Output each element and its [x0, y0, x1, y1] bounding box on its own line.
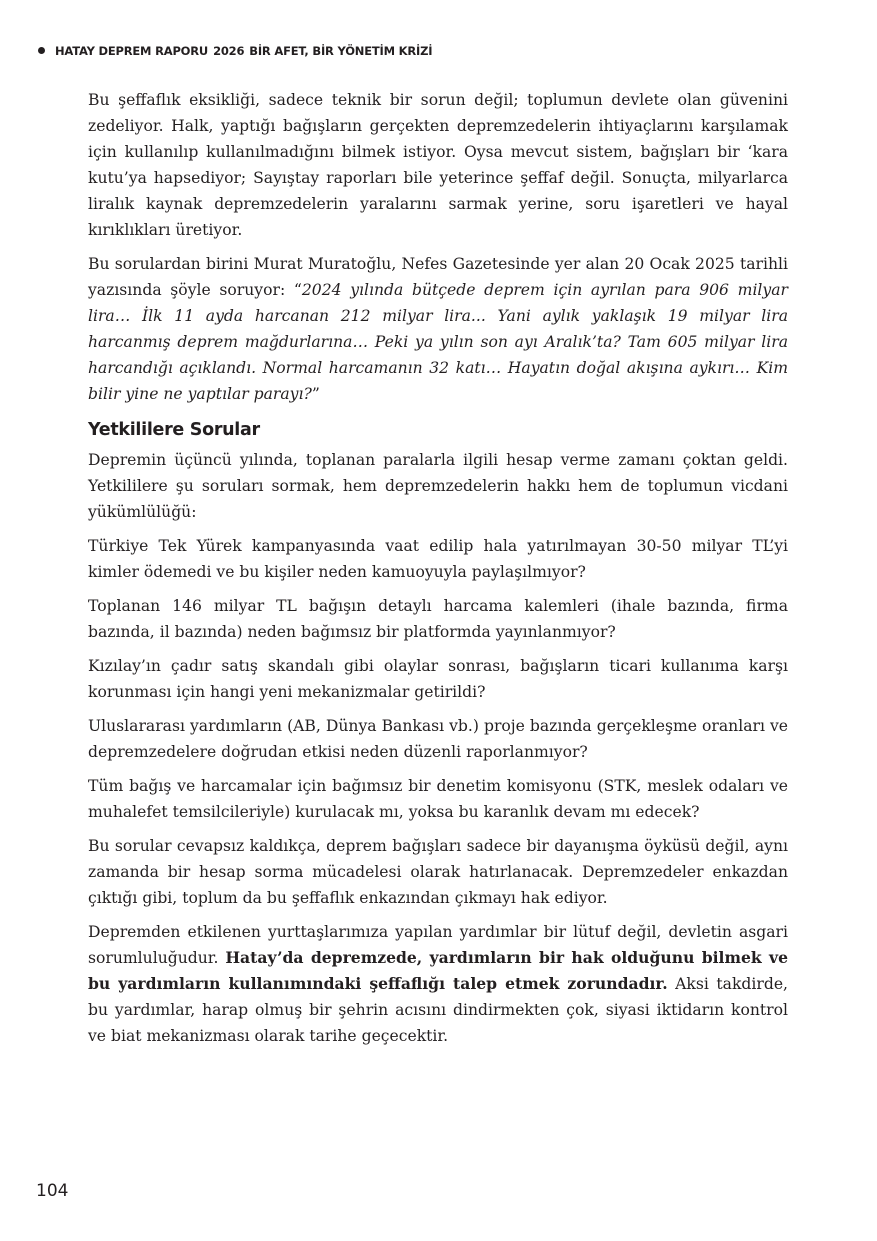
paragraph-quote [88, 251, 788, 407]
quote-text: 2024 yılında bütçede deprem için ayrılan para 906 milyar lira… İlk 11 ayda harcanan 212 milyar lira... Yani aylık yaklaşık 19 milyar lira harcanmış deprem mağdurlarına… Peki ya yılın son ayı Aralık’ta? Tam 605 milyar lira harcandığı açıklandı. Normal harcamanın 32 katı… Hayatın doğal akışına aykırı… Kim bilir yine ne yaptılar parayı? [88, 281, 788, 403]
question-item: Uluslararası yardımların (AB, Dünya Bankası vb.) proje bazında gerçekleşme oranları ve depremzedelere doğrudan etkisi neden düzenli raporlanmıyor? [88, 717, 788, 761]
conclusion-start: Depremden etkilenen yurttaşlarımıza yapılan yardımlar bir lütuf değil, devletin asgari sorumluluğudur. [88, 923, 788, 967]
question-item: Türkiye Tek Yürek kampanyasında vaat edilip hala yatırılmayan 30-50 milyar TL’yi kimler ödemedi ve bu kişiler neden kamuoyuyla paylaşılmıyor? [88, 537, 788, 581]
conclusion-bold: Hatay’da depremzede, yardımların bir hak olduğunu bilmek ve bu yardımların kullanımındaki şeffaflığı talep etmek zorundadır. [88, 948, 788, 993]
question-item: Tüm bağış ve harcamalar için bağımsız bir denetim komisyonu (STK, meslek odaları ve muhalefet temsilcileriyle) kurulacak mı, yoksa bu karanlık devam mı edecek? [88, 777, 788, 821]
paragraph-accountability: Bu sorular cevapsız kaldıkça, deprem bağışları sadece bir dayanışma öyküsü değil, aynı zamanda bir hesap sorma mücadelesi olarak hatırlanacak. Depremzedeler enkazdan çıktığı gibi, toplum da bu şeffaflık enkazından çıkmayı hak ediyor. [88, 837, 788, 907]
body-text [88, 87, 788, 1057]
section-heading: Yetkililere Sorular [88, 420, 260, 440]
quote-close: ” [311, 385, 320, 403]
question-item: Kızılay’ın çadır satış skandalı gibi olaylar sonrası, bağışların ticari kullanıma karşı korunması için hangi yeni mekanizmalar getirildi? [88, 657, 788, 701]
header-year: 2026 [213, 44, 245, 58]
running-header [38, 44, 432, 58]
paragraph-conclusion [88, 919, 788, 1049]
question-item: Toplanan 146 milyar TL bağışın detaylı harcama kalemleri (ihale bazında, firma bazında, il bazında) neden bağımsız bir platformda yayınlanmıyor? [88, 597, 788, 641]
paragraph-questions-intro: Depremin üçüncü yılında, toplanan paralarla ilgili hesap verme zamanı çoktan geldi. Yetkililere şu soruları sormak, hem depremzedelerin hakkı hem de toplumun vicdani yükümlülüğü: [88, 451, 788, 521]
header-subtitle: BİR AFET, BİR YÖNETİM KRİZİ [249, 44, 433, 58]
header-report-title: HATAY DEPREM RAPORU [55, 44, 209, 58]
paragraph-transparency: Bu şeffaflık eksikliği, sadece teknik bir sorun değil; toplumun devlete olan güvenini zedeliyor. Halk, yaptığı bağışların gerçekten depremzedelerin ihtiyaçlarını karşılamak için kullanılıp kullanılmadığını bilmek istiyor. Oysa mevcut sistem, bağışları bir ‘kara kutu’ya hapsediyor; Sayıştay raporları bile yeterince şeffaf değil. Sonuçta, milyarlarca liralık kaynak depremzedelerin yaralarını sarmak yerine, soru işaretleri ve hayal kırıklıkları üretiyor. [88, 91, 788, 239]
bullet-icon [38, 47, 45, 54]
page-number: 104 [36, 1181, 69, 1201]
quote-intro: Bu sorulardan birini Murat Muratoğlu, Nefes Gazetesinde yer alan 20 Ocak 2025 tarihli yazısında şöyle soruyor: “ [88, 255, 788, 299]
conclusion-end: Aksi takdirde, bu yardımlar, harap olmuş bir şehrin acısını dindirmekten çok, siyasi iktidarın kontrol ve biat mekanizması olarak tarihe geçecektir. [88, 975, 789, 1045]
